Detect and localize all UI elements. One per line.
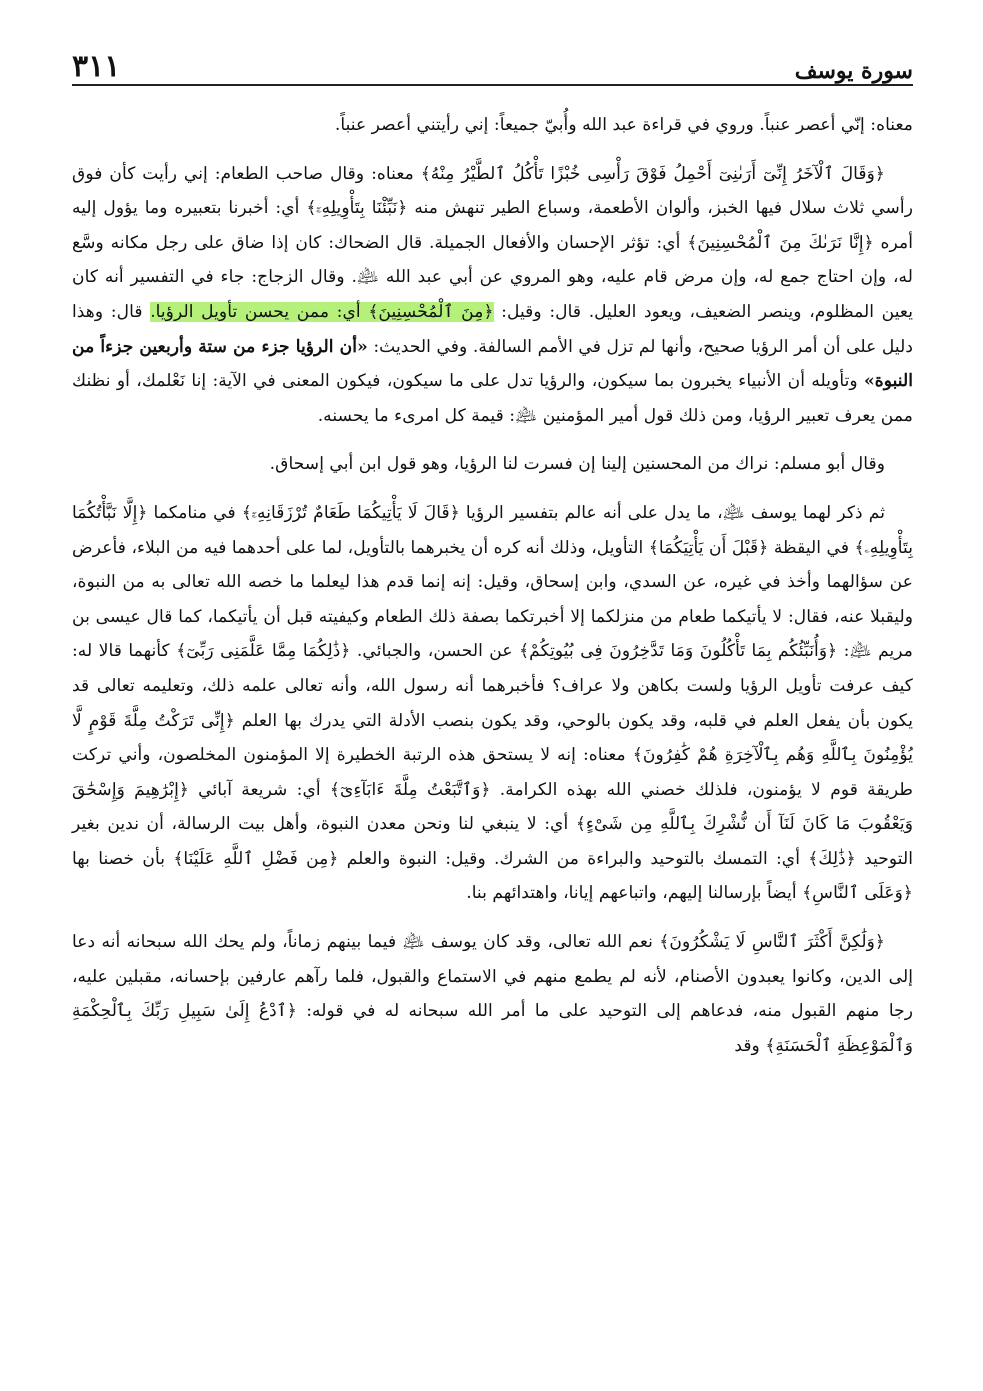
- quran-verse: ﴿قَالَ لَا يَأْتِيكُمَا طَعَامٌ تُرْزَقَانِهِۦٓ﴾: [241, 502, 460, 523]
- page-header: [72, 28, 913, 86]
- paragraph-p5: [72, 925, 913, 1063]
- text-segment: في منامكما: [147, 502, 242, 523]
- page-body: [72, 108, 913, 1063]
- text-segment: أي: لا ينبغي لنا ونحن معدن النبوة، وأهل بيت الرسالة، أن ندين بغير التوحيد: [72, 814, 913, 869]
- quran-verse: ﴿ذَٰلِكُمَا مِمَّا عَلَّمَنِى رَبِّىٓ﴾: [176, 641, 351, 662]
- text-segment: التأويل، وذلك أنه كره أن يخبرهما بالتأويل، لما على أحدهما فيه من البلاء، فأعرض عن سؤالهما وأخذ في غيره، عن السدي، وابن إسحاق، وقيل: إنه إنما قدم هذا ليعلما ما خصه الله تعالى به من النبوة، وليقبلا عنه، فقال: لا يأتيكما طعام من منزلكما إلا أخبرتكما بصفة ذلك الطعام وكيفيته قبل أن يأتيكما، كما قال عيسى بن مريم ﵇:: [72, 537, 913, 662]
- text-segment: كأنهما قالا له: كيف عرفت تأويل الرؤيا ولست بكاهن ولا عراف؟ فأخبرهما أنه رسول الله، وأنه تعالى علمه ذلك، وتعليمه تعالى قد يكون بأن يفعل العلم في قلبه، وقد يكون بالوحي، وقد يكون بنصب الأدلة التي يدرك بها العلم: [72, 641, 913, 731]
- highlighted-text: ﴿مِنَ ٱلْمُحْسِنِينَ﴾ أي: ممن يحسن تأويل الرؤيا.: [150, 301, 494, 322]
- text-segment: أي: شريعة آبائي: [188, 779, 330, 800]
- paragraph-p3: [72, 447, 913, 482]
- quran-verse: ﴿مِن فَضْلِ ٱللَّهِ عَلَيْنَا﴾: [173, 848, 339, 869]
- quran-verse: ﴿وَٱتَّبَعْتُ مِلَّةَ ءَابَآءِىٓ﴾: [329, 779, 491, 800]
- surah-title: سورة يوسف: [794, 58, 913, 84]
- text-segment: معناه: وقال صاحب الطعام: إني رأيت كأن فوق رأسي ثلاث سلال فيها الخبز، وألوان الأطعمة، وسباع الطير تنهش منه: [72, 163, 913, 219]
- text-segment: معناه: إنه لا يستحق هذه الرتبة الخطيرة إلا المؤمنون المخلصون، وأني تركت طريقة قوم لا يؤمنون، فلذلك خصني الله بهذه الكرامة.: [72, 745, 914, 800]
- quran-verse: ﴿إِنِّى تَرَكْتُ مِلَّةَ قَوْمٍ لَّا يُؤْمِنُونَ بِٱللَّهِ وَهُم بِٱلْآخِرَةِ هُمْ كَٰفِرُونَ﴾: [72, 710, 913, 766]
- text-segment: وقال أبو مسلم: نراك من المحسنين إلينا إن فسرت لنا الرؤيا، وهو قول ابن أبي إسحاق.: [269, 454, 885, 475]
- quran-verse: ﴿وَعَلَى ٱلنَّاسِ﴾: [802, 883, 913, 904]
- quran-verse: ﴿وَلَٰكِنَّ أَكْثَرَ ٱلنَّاسِ لَا يَشْكُرُونَ﴾: [659, 932, 886, 953]
- text-segment: ثم ذكر لهما يوسف ﵇، ما يدل على أنه عالم بتفسير الرؤيا: [459, 502, 885, 523]
- text-segment: نعم الله تعالى، وقد كان يوسف ﵇ فيما بينهم زماناً، ولم يحك الله سبحانه أنه دعا إلى الدين، وكانوا يعبدون الأصنام، لأنه لم يطمع منهم في الاستماع والقبول، فلما رآهم عارفين بإحسانه، مقبلين عليه، رجا منهم القبول منه، فدعاهم إلى التوحيد على ما أمر الله سبحانه له في قوله:: [72, 932, 914, 1022]
- text-segment: في اليقظة: [768, 537, 855, 558]
- quran-verse: ﴿نَبِّئْنَا بِتَأْوِيلِهِۦٓ﴾: [306, 198, 408, 219]
- paragraph-p4: [72, 496, 913, 911]
- quran-verse: ﴿ذَٰلِكَ﴾: [808, 848, 856, 869]
- hadith-bold: «أن الرؤيا جزء من ستة وأربعين جزءاً من النبوة»: [72, 336, 913, 392]
- text-segment: وتأويله أن الأنبياء يخبرون بما سيكون، والرؤيا تدل على ما سيكون، فيكون المعنى في الآية: إنا نَعْلمك، أو نظنك ممن يعرف تعبير الرؤيا، ومن ذلك قول أمير المؤمنين ﵇: قيمة كل امرىء ما يحسنه.: [72, 371, 913, 426]
- text-segment: أي: التمسك بالتوحيد والبراءة من الشرك. وقيل: النبوة والعلم: [338, 848, 809, 869]
- text-segment: معناه: إنّي أعصر عنباً. وروي في قراءة عبد الله وأُبيّ جميعاً: إني رأيتني أعصر عنباً.: [334, 115, 913, 135]
- quran-verse: ﴿إِبْرَٰهِيمَ وَإِسْحَٰقَ وَيَعْقُوبَ مَا كَانَ لَنَآ أَن نُّشْرِكَ بِٱللَّهِ مِن شَىْءٍ﴾: [72, 779, 914, 835]
- text-segment: بأن خصنا بها: [72, 848, 174, 869]
- text-segment: عن الحسن، والجبائي.: [350, 641, 520, 662]
- quran-verse: ﴿إِنَّا نَرَىٰكَ مِنَ ٱلْمُحْسِنِينَ﴾: [687, 232, 874, 253]
- paragraph-p1: [72, 108, 913, 143]
- text-segment: أي: تؤثر الإحسان والأفعال الجميلة. قال الضحاك: كان إذا ضاق على رجل مكانه وسَّع له، وإن احتاج جمع له، وإن مرض قام عليه، وهو المروي عن أبي عبد الله ﵇. وقال الزجاج: جاء في التفسير أنه كان يعين المظلوم، وينصر الضعيف، ويعود العليل. قال: وقيل:: [72, 232, 914, 322]
- quran-verse: ﴿وَأُنَبِّئُكُم بِمَا تَأْكُلُونَ وَمَا تَدَّخِرُونَ فِى بُيُوتِكُمْ﴾: [519, 641, 838, 662]
- quran-verse: ﴿قَبْلَ أَن يَأْتِيَكُمَا﴾: [648, 537, 769, 558]
- quran-verse: ﴿وَقَالَ ٱلْآخَرُ إِنِّىٓ أَرَىٰنِىٓ أَحْمِلُ فَوْقَ رَأْسِى خُبْزًا تَأْكُلُ ٱلطَّيْرُ مِنْهُ﴾: [420, 163, 885, 184]
- quran-verse: ﴿إِلَّا نَبَّأْتُكُمَا بِتَأْوِيلِهِۦ﴾: [72, 502, 913, 558]
- quran-verse: ﴿ٱدْعُ إِلَىٰ سَبِيلِ رَبِّكَ بِٱلْحِكْمَةِ وَٱلْمَوْعِظَةِ ٱلْحَسَنَةِ﴾: [72, 1001, 913, 1056]
- page-number: ٣١١: [72, 49, 121, 84]
- text-segment: أيضاً بإرسالنا إليهم، واتباعهم إيانا، واهتدائهم بنا.: [466, 883, 803, 904]
- paragraph-p2: [72, 157, 913, 434]
- text-segment: أي: أخبرنا بتعبيره وما يؤول إليه أمره: [72, 198, 913, 253]
- text-segment: وقد: [734, 1035, 766, 1056]
- text-segment: قال: وهذا دليل على أن أمر الرؤيا صحيح، وأنها لم تزل في الأمم السالفة. وفي الحديث:: [72, 301, 913, 357]
